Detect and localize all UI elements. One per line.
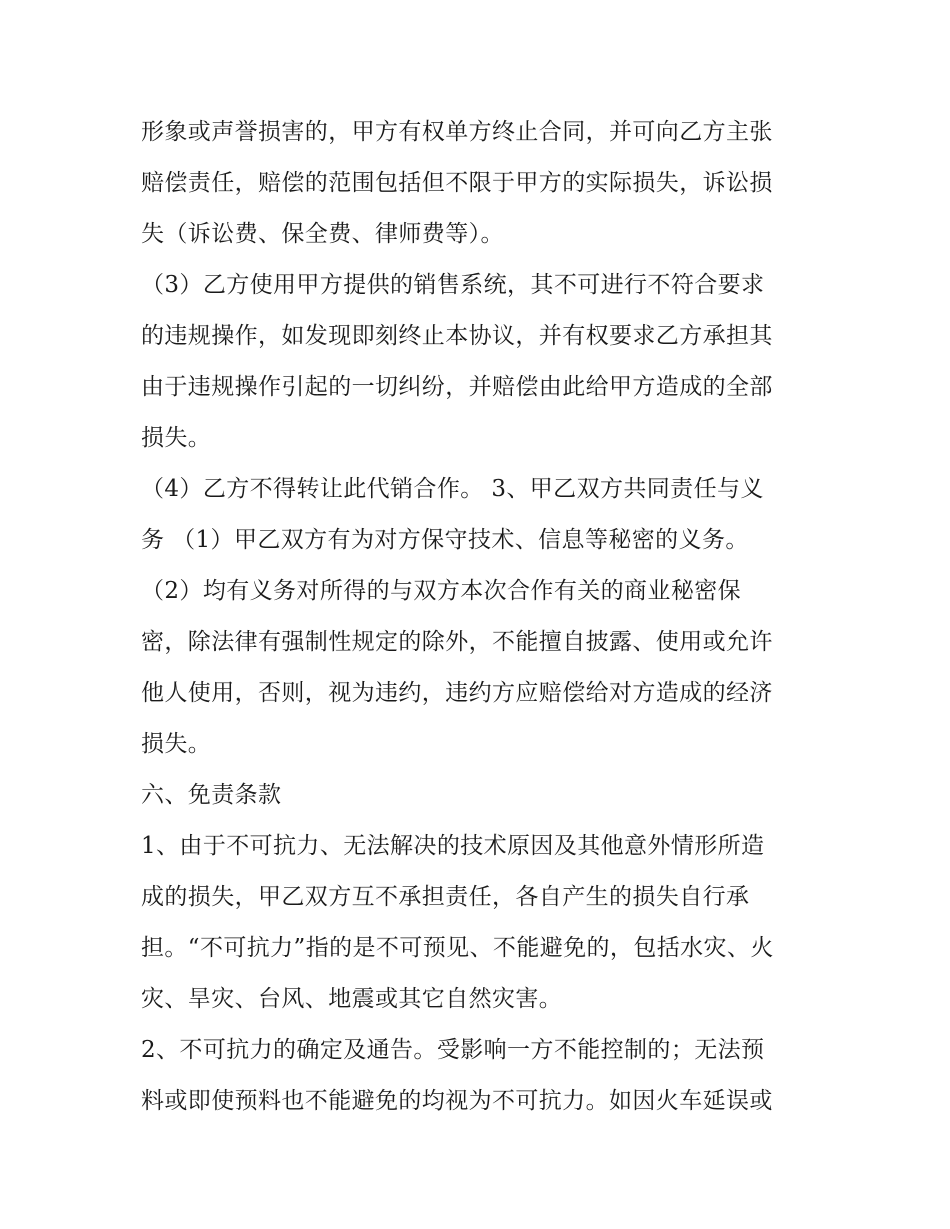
- text-line: 损失。: [141, 731, 212, 757]
- text-line: 由于违规操作引起的一切纠纷，并赔偿由此给甲方造成的全部: [141, 374, 773, 400]
- text-line: 他人使用，否则，视为违约，违约方应赔偿给对方造成的经济: [141, 680, 773, 706]
- text-line: 形象或声誉损害的，甲方有权单方终止合同，并可向乙方主张: [141, 119, 773, 145]
- text-line: 料或即使预料也不能避免的均视为不可抗力。如因火车延误或: [141, 1088, 773, 1114]
- text-line: 损失。: [141, 425, 212, 451]
- text-line: 1、由于不可抗力、无法解决的技术原因及其他意外情形所造: [141, 833, 765, 859]
- text-line: 的违规操作，如发现即刻终止本协议，并有权要求乙方承担其: [141, 323, 773, 349]
- text-line: （4）乙方不得转让此代销合作。 3、甲乙双方共同责任与义: [141, 476, 764, 502]
- text-line: 灾、旱灾、台风、地震或其它自然灾害。: [141, 986, 563, 1012]
- text-line: （2）均有义务对所得的与双方本次合作有关的商业秘密保: [141, 578, 742, 604]
- text-line: 2、不可抗力的确定及通告。受影响一方不能控制的；无法预: [141, 1037, 765, 1063]
- text-line: 密，除法律有强制性规定的除外，不能擅自披露、使用或允许: [141, 629, 773, 655]
- text-line: 失（诉讼费、保全费、律师费等）。: [141, 221, 504, 247]
- text-line: （3）乙方使用甲方提供的销售系统，其不可进行不符合要求: [141, 272, 765, 298]
- text-line: 成的损失，甲乙双方互不承担责任，各自产生的损失自行承: [141, 884, 750, 910]
- contract-body-text: [141, 107, 821, 1127]
- section-heading: 六、免责条款: [141, 782, 282, 808]
- text-line: 赔偿责任，赔偿的范围包括但不限于甲方的实际损失，诉讼损: [141, 170, 773, 196]
- text-line: 担。“不可抗力”指的是不可预见、不能避免的，包括水灾、火: [141, 935, 774, 961]
- text-line: 务 （1）甲乙双方有为对方保守技术、信息等秘密的义务。: [141, 527, 749, 553]
